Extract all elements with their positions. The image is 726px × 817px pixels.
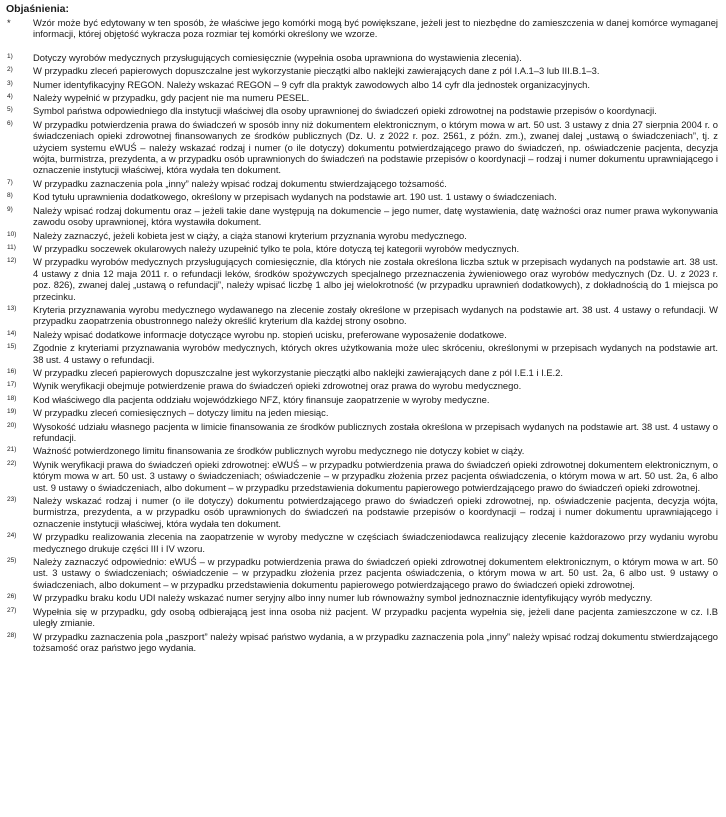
footnote-item (6, 367, 718, 378)
footnote-item (6, 243, 718, 254)
footnote-text: Dotyczy wyrobów medycznych przysługujących comiesięcznie (wypełnia osoba uprawniona do wystawienia zlecenia). (33, 51, 522, 63)
footnote-text: Ważność potwierdzonego limitu finansowania ze środków publicznych wyrobu medycznego nie dotyczy kobiet w ciąży. (33, 445, 525, 457)
footnote-item (6, 205, 718, 228)
footnote-item (6, 17, 718, 40)
footnote-marker: 3) (7, 79, 13, 87)
footnote-item (6, 52, 718, 63)
footnote-marker: 17) (7, 381, 17, 389)
footnote-text: Należy wpisać dodatkowe informacje dotyczące wyrobu np. stopień ucisku, preferowane wyposażenie dodatkowe. (33, 328, 507, 340)
footnote-marker: 14) (7, 329, 17, 337)
footnote-item (6, 394, 718, 405)
footnote-item (6, 79, 718, 90)
footnote-text: Numer identyfikacyjny REGON. Należy wskazać REGON – 9 cyfr dla praktyk zawodowych albo 14 cyfr dla jednostek organizacyjnych. (33, 78, 590, 90)
footnote-item (6, 459, 718, 493)
footnote-item (6, 445, 718, 456)
footnote-text: Należy zaznaczyć odpowiednio: eWUŚ – w przypadku potwierdzenia prawa do świadczeń opieki zdrowotnej dokumentem elektronicznym, o którym mowa w art. 50 ust. 3 ustawy o świadczeniach; oświadczenie – w przypadku złożenia przez pacjenta oświadczenia, o którym mowa w art. 50 ust. 2a, 6 albo ust. 9 ustawy o świadczeniach, albo dokument – w przypadku przedstawienia dokumentu papierowego potwierdzającego prawo do świadczeń opieki zdrowotnej. (33, 556, 718, 590)
footnote-text: Wynik weryfikacji prawa do świadczeń opieki zdrowotnej: eWUŚ – w przypadku potwierdzenia prawa do świadczeń opieki zdrowotnej dokumentem elektronicznym, o którym mowa w art. 50 ust. 3 ustawy o świadczeniach; oświadczenie – w przypadku złożenia przez pacjenta oświadczenia, o którym mowa w art. 50 ust. 2a, 6 albo ust. 9 ustawy o świadczeniach, albo dokument – w przypadku przedstawienia dokumentu papierowego potwierdzającego prawo do świadczeń opieki zdrowotnej. (33, 458, 718, 493)
footnote-text: W przypadku soczewek okularowych należy uzupełnić tylko te pola, które dotyczą tej kategorii wyrobów medycznych. (33, 242, 520, 254)
footnote-text: Należy wskazać rodzaj i numer (o ile dotyczy) dokumentu potwierdzającego prawo do świadczeń opieki zdrowotnej, np. oświadczenie pacjenta, decyzja wójta, burmistrza, prezydenta, a w przypadku osób uprawnionych do świadczeń na podstawie przepisów o koordynacji – rodzaj i numer dokumentu uprawniającego i oznaczenie instytucji właściwej, która wydała ten dokument. (33, 495, 718, 529)
footnote-text: Kod tytułu uprawnienia dodatkowego, określony w przepisach wydanych na podstawie art. 190 ust. 1 ustawy o świadczeniach. (33, 191, 557, 203)
footnote-item (6, 407, 718, 418)
footnote-marker: 22) (7, 459, 17, 467)
footnote-item (6, 631, 718, 654)
footnote-marker: * (7, 17, 11, 28)
footnote-marker: 1) (7, 52, 13, 60)
footnote-text: W przypadku potwierdzenia prawa do świadczeń w sposób inny niż dokumentem elektronicznym, o którym mowa w art. 50 ust. 3 ustawy z dnia 27 sierpnia 2004 r. o świadczeniach opieki zdrowotnej finansowanych ze środków publicznych (Dz. U. z 2022 r. poz. 2561, z późn. zm.), zwanej dalej „ustawą o świadczeniach”, tj. z użyciem systemu eWUŚ – należy wskazać rodzaj i numer (o ile dotyczy) dokumentu potwierdzającego prawo do świadczeń, np. oświadczenie pacjenta, decyzja wójta, burmistrza, prezydenta, a w przypadku osób uprawnionych do świadczeń na podstawie przepisów o koordynacji – rodzaj i numer dokumentu uprawniającego i oznaczenie instytucji właściwej, która wydała ten dokument. (33, 118, 718, 176)
footnote-item (6, 592, 718, 603)
footnote-text: Należy wypełnić w przypadku, gdy pacjent nie ma numeru PESEL. (33, 92, 310, 104)
footnote-text: W przypadku zleceń papierowych dopuszczalne jest wykorzystanie pieczątki albo naklejki zawierających dane z pól I.E.1 i I.E.2. (33, 366, 563, 378)
footnote-item (6, 178, 718, 189)
footnote-marker: 8) (7, 192, 13, 200)
footnote-item (6, 256, 718, 302)
footnote-marker: 18) (7, 394, 17, 402)
footnote-text: W przypadku braku kodu UDI należy wskazać numer seryjny albo inny numer lub równoważny symbol jednoznacznie identyfikujący wyrób medyczny. (33, 592, 653, 604)
footnote-text: W przypadku zaznaczenia pola „inny” należy wpisać rodzaj dokumentu stwierdzającego tożsamość. (33, 177, 447, 189)
footnote-marker: 24) (7, 532, 17, 540)
footnote-item (6, 92, 718, 103)
footnote-text: Symbol państwa odpowiedniego dla instytucji właściwej dla osoby uprawnionej do świadczeń opieki zdrowotnej na podstawie przepisów o koordynacji. (33, 105, 657, 117)
footnote-item (6, 105, 718, 116)
footnote-item (6, 65, 718, 76)
footnote-item (6, 329, 718, 340)
footnote-marker: 7) (7, 178, 13, 186)
footnote-text: W przypadku zleceń papierowych dopuszczalne jest wykorzystanie pieczątki albo naklejki zawierających dane z pól I.A.1–3 lub III.B.1–3. (33, 65, 600, 77)
footnote-list (6, 17, 718, 653)
footnote-text: W przypadku zleceń comiesięcznych – dotyczy limitu na jeden miesiąc. (33, 407, 329, 419)
footnote-marker: 9) (7, 205, 13, 213)
footnote-text: Wypełnia się w przypadku, gdy osobą odbierającą jest inna osoba niż pacjent. W przypadku pacjenta wypełnia się, jeżeli dane pacjenta zamieszczone w cz. I.B uległy zmianie. (33, 605, 718, 629)
footnote-item (6, 119, 718, 176)
footnote-text: W przypadku zaznaczenia pola „paszport” należy wpisać państwo wydania, a w przypadku zaznaczenia pola „inny” należy wpisać rodzaj dokumentu stwierdzającego tożsamość oraz państwo jego wydania. (33, 630, 718, 653)
footnote-text: Wzór może być edytowany w ten sposób, że właściwe jego komórki mogą być powiększane, jeżeli jest to niezbędne do zamieszczenia w danej komórce wymaganej informacji, której objętość wykracza poza rozmiar tej komórki określony we wzorze. (33, 17, 718, 40)
footnote-marker: 15) (7, 343, 17, 351)
footnote-marker: 6) (7, 119, 13, 127)
footnote-item (6, 531, 718, 554)
footnote-marker: 5) (7, 106, 13, 114)
footnote-text: Należy zaznaczyć, jeżeli kobieta jest w ciąży, a ciąża stanowi kryterium przyznania wyrobu medycznego. (33, 229, 467, 241)
explanations-heading: Objaśnienia: (6, 3, 70, 15)
footnote-marker: 12) (7, 257, 17, 265)
footnote-marker: 25) (7, 557, 17, 565)
footnote-marker: 4) (7, 93, 13, 101)
footnote-item (6, 421, 718, 444)
footnote-marker: 27) (7, 606, 17, 614)
footnote-text: Wynik weryfikacji obejmuje potwierdzenie prawa do świadczeń opieki zdrowotnej oraz prawa do wyrobu medycznego. (33, 380, 522, 392)
footnote-item (6, 230, 718, 241)
footnote-marker: 2) (7, 66, 13, 74)
footnote-item (6, 556, 718, 590)
footnote-item (6, 342, 718, 365)
footnote-text: Zgodnie z kryteriami przyznawania wyrobów medycznych, których okres użytkowania może ulec skróceniu, określonymi w przepisach wydanych na podstawie art. 38 ust. 4 ustawy o refundacji. (33, 342, 718, 365)
footnote-marker: 13) (7, 304, 17, 312)
footnote-marker: 28) (7, 631, 17, 639)
footnote-marker: 16) (7, 367, 17, 375)
footnote-item (6, 606, 718, 629)
footnote-item (6, 191, 718, 202)
footnote-marker: 10) (7, 230, 17, 238)
footnote-marker: 19) (7, 408, 17, 416)
footnote-marker: 11) (7, 243, 16, 251)
footnote-text: Należy wpisać rodzaj dokumentu oraz – jeżeli takie dane występują na dokumencie – jego numer, datę wystawienia, datę ważności oraz numer prawa wykonywania zawodu osoby uprawnionej, która wystawiła dokument. (33, 204, 718, 228)
footnote-marker: 21) (7, 446, 17, 454)
footnote-text: Wysokość udziału własnego pacjenta w limicie finansowania ze środków publicznych została określona w przepisach wydanych na podstawie art. 38 ust. 4 ustawy o refundacji. (33, 420, 718, 443)
footnote-text: Kryteria przyznawania wyrobu medycznego wydawanego na zlecenie zostały określone w przepisach wydanych na podstawie art. 38 ust. 4 ustawy o refundacji. W przypadku zaopatrzenia obustronnego należy określić kryterium dla każdej strony osobno. (33, 303, 718, 327)
footnote-text: Kod właściwego dla pacjenta oddziału wojewódzkiego NFZ, który finansuje zaopatrzenie w wyroby medyczne. (33, 393, 490, 405)
footnote-text: W przypadku realizowania zlecenia na zaopatrzenie w wyroby medyczne w częściach świadczeniodawca realizujący zlecenie każdorazowo przy wydaniu wyrobu medycznego drukuje części III i IV wzoru. (33, 531, 718, 554)
footnote-item (6, 304, 718, 327)
footnote-marker: 26) (7, 593, 17, 601)
footnote-item (6, 380, 718, 391)
footnote-marker: 23) (7, 496, 17, 504)
footnote-marker: 20) (7, 421, 17, 429)
footnote-text: W przypadku wyrobów medycznych przysługujących comiesięcznie, dla których nie została określona liczba sztuk w przepisach wydanych na podstawie art. 38 ust. 4 ustawy z dnia 12 maja 2011 r. o refundacji leków, środków spożywczych specjalnego przeznaczenia żywieniowego oraz wyrobów medycznych (Dz. U. z 2023 r. poz. 826), zwanej dalej „ustawą o refundacji”, należy wpisać liczbę 1 albo jej wielokrotność (w przypadku uprawnień dodatkowych), z dokładnością do 1 miejsca po przecinku. (33, 256, 718, 302)
footnote-item (6, 495, 718, 529)
